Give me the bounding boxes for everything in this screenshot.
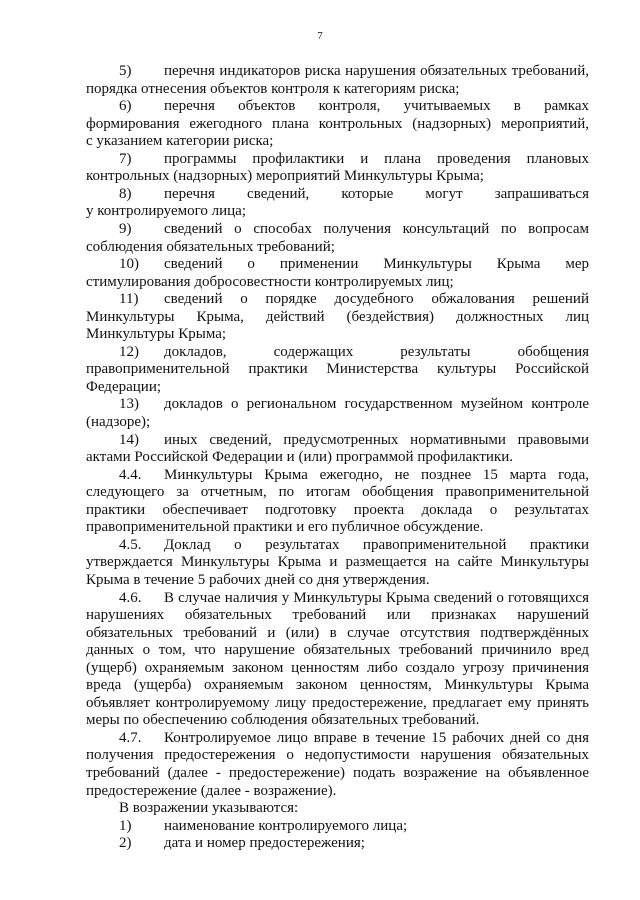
text-line xyxy=(86,624,589,642)
item-number: 5) xyxy=(119,63,132,79)
text-line xyxy=(119,817,589,835)
item-number: 14) xyxy=(119,431,139,448)
text-line xyxy=(119,395,589,413)
text-line xyxy=(86,238,589,256)
text-line xyxy=(119,431,589,449)
line-text: получения предостережения о недопустимости нарушения обязательных xyxy=(86,747,589,764)
line-text: сведений о порядке досудебного обжалования решений xyxy=(164,291,589,308)
text-line xyxy=(86,764,589,782)
line-text: (ущерб) охраняемым законом ценностям либо создало угрозу причинения xyxy=(86,659,589,676)
line-text: объявляет контролируемому лицу предостережение, предлагает ему принять xyxy=(86,694,589,711)
text-line xyxy=(86,132,589,150)
text-line xyxy=(119,290,589,308)
line-text: утверждается Минкультуры Крыма и размещается на сайте Минкультуры xyxy=(86,554,589,571)
item-number: 7) xyxy=(119,150,132,167)
item-number: 4.7. xyxy=(119,729,142,746)
item-number: 1) xyxy=(119,817,132,834)
item-number: 9) xyxy=(119,220,132,237)
line-text: практики обеспечивает подготовку проекта доклада о результатах xyxy=(86,501,589,518)
line-text: иных сведений, предусмотренных нормативными правовыми xyxy=(164,431,589,448)
line-text: докладов, содержащих результаты обобщения xyxy=(164,343,589,360)
text-line xyxy=(86,711,589,729)
line-text: нарушениях обязательных требований или признаках нарушений xyxy=(86,607,589,624)
line-text: докладов о региональном государственном музейном контроле xyxy=(164,396,589,413)
page-number: 7 xyxy=(317,30,323,42)
line-text: Минкультуры Крыма, действий (бездействия) должностных лиц xyxy=(86,308,589,325)
line-text: Доклад о результатах правоприменительной практики xyxy=(164,536,589,553)
line-text: стимулирования добросовестности контролируемых лиц; xyxy=(86,273,454,290)
text-line xyxy=(119,834,589,852)
line-text: обязательных требований и (или) в случае отсутствия подтверждённых xyxy=(86,624,589,641)
line-text: перечня сведений, которые могут запрашиваться xyxy=(164,185,589,202)
text-line xyxy=(86,641,589,659)
text-line xyxy=(86,378,589,396)
line-text: Минкультуры Крыма ежегодно, не позднее 15 марта года, xyxy=(164,466,589,483)
item-number: 12) xyxy=(119,343,139,360)
line-text: В возражении указываются: xyxy=(119,800,299,817)
text-line xyxy=(119,536,589,554)
line-text: правоприменительной практики Министерства культуры Российской xyxy=(86,361,589,378)
text-line xyxy=(86,694,589,712)
line-text: следующего за отчетным, по итогам обобщения правоприменительной xyxy=(86,484,589,501)
text-line xyxy=(86,273,589,291)
text-line xyxy=(86,308,589,326)
text-line xyxy=(86,413,589,431)
line-text: Крыма в течение 5 рабочих дней со дня утверждения. xyxy=(86,571,430,588)
line-text: меры по обеспечению соблюдения обязательных требований. xyxy=(86,712,480,729)
line-text: актами Российской Федерации и (или) программой профилактики. xyxy=(86,449,513,466)
line-text: сведений о применении Минкультуры Крыма мер xyxy=(164,256,589,273)
line-text: формирования ежегодного плана контрольных (надзорных) мероприятий, xyxy=(86,115,589,132)
line-text: (надзоре); xyxy=(86,414,151,430)
text-line xyxy=(119,150,589,168)
item-number: 4.5. xyxy=(119,536,142,553)
text-line xyxy=(86,518,589,536)
item-number: 4.6. xyxy=(119,589,142,606)
text-line xyxy=(86,746,589,764)
line-text: Федерации; xyxy=(86,378,162,395)
text-line xyxy=(86,676,589,694)
text-line xyxy=(86,202,589,220)
item-number: 8) xyxy=(119,185,132,202)
line-text: правоприменительной практики и его публичное обсуждение. xyxy=(86,519,484,536)
text-line xyxy=(86,360,589,378)
line-text: предостережение (далее - возражение). xyxy=(86,782,337,799)
line-text: контрольных (надзорных) мероприятий Минкультуры Крыма; xyxy=(86,168,484,185)
line-text: наименование контролируемого лица; xyxy=(164,817,408,834)
text-line xyxy=(86,483,589,501)
text-line xyxy=(119,343,589,361)
line-text: перечня индикаторов риска нарушения обязательных требований, xyxy=(164,63,589,79)
text-line xyxy=(119,589,589,607)
text-line xyxy=(119,97,589,115)
text-line xyxy=(119,62,589,80)
line-text: соблюдения обязательных требований; xyxy=(86,238,335,255)
text-line xyxy=(86,501,589,519)
text-line xyxy=(119,255,589,273)
line-text: дата и номер предостережения; xyxy=(164,835,365,852)
text-line xyxy=(86,325,589,343)
line-text: порядка отнесения объектов контроля к категориям риска; xyxy=(86,80,460,97)
item-number: 6) xyxy=(119,98,132,115)
item-number: 4.4. xyxy=(119,466,142,483)
line-text: перечня объектов контроля, учитываемых в рамках xyxy=(164,98,589,115)
text-line xyxy=(119,466,589,484)
text-line xyxy=(86,115,589,133)
line-text: В случае наличия у Минкультуры Крыма сведений о готовящихся xyxy=(164,589,589,606)
line-text: сведений о способах получения консультаций по вопросам xyxy=(164,220,589,237)
text-line xyxy=(86,448,589,466)
text-line xyxy=(86,659,589,677)
text-line xyxy=(86,606,589,624)
text-line xyxy=(119,185,589,203)
text-line xyxy=(119,799,589,817)
text-line xyxy=(86,80,589,98)
item-number: 2) xyxy=(119,835,132,852)
text-line xyxy=(86,782,589,800)
item-number: 11) xyxy=(119,291,139,308)
text-line xyxy=(86,553,589,571)
item-number: 10) xyxy=(119,256,139,273)
item-number: 13) xyxy=(119,396,139,413)
line-text: Контролируемое лицо вправе в течение 15 рабочих дней со дня xyxy=(164,729,589,746)
line-text: у контролируемого лица; xyxy=(86,203,247,220)
text-line xyxy=(86,571,589,589)
line-text: Минкультуры Крыма; xyxy=(86,326,227,343)
text-line xyxy=(119,729,589,747)
line-text: требований (далее - предостережение) подать возражение на объявленное xyxy=(86,765,589,781)
text-line xyxy=(86,167,589,185)
line-text: вреда (ущерба) охраняемым законом ценностям, Минкультуры Крыма xyxy=(86,677,589,694)
line-text: с указанием категории риска; xyxy=(86,133,274,150)
line-text: данных о том, что нарушение обязательных требований причинило вред xyxy=(86,642,589,659)
text-line xyxy=(119,220,589,238)
line-text: программы профилактики и плана проведения плановых xyxy=(164,150,589,167)
